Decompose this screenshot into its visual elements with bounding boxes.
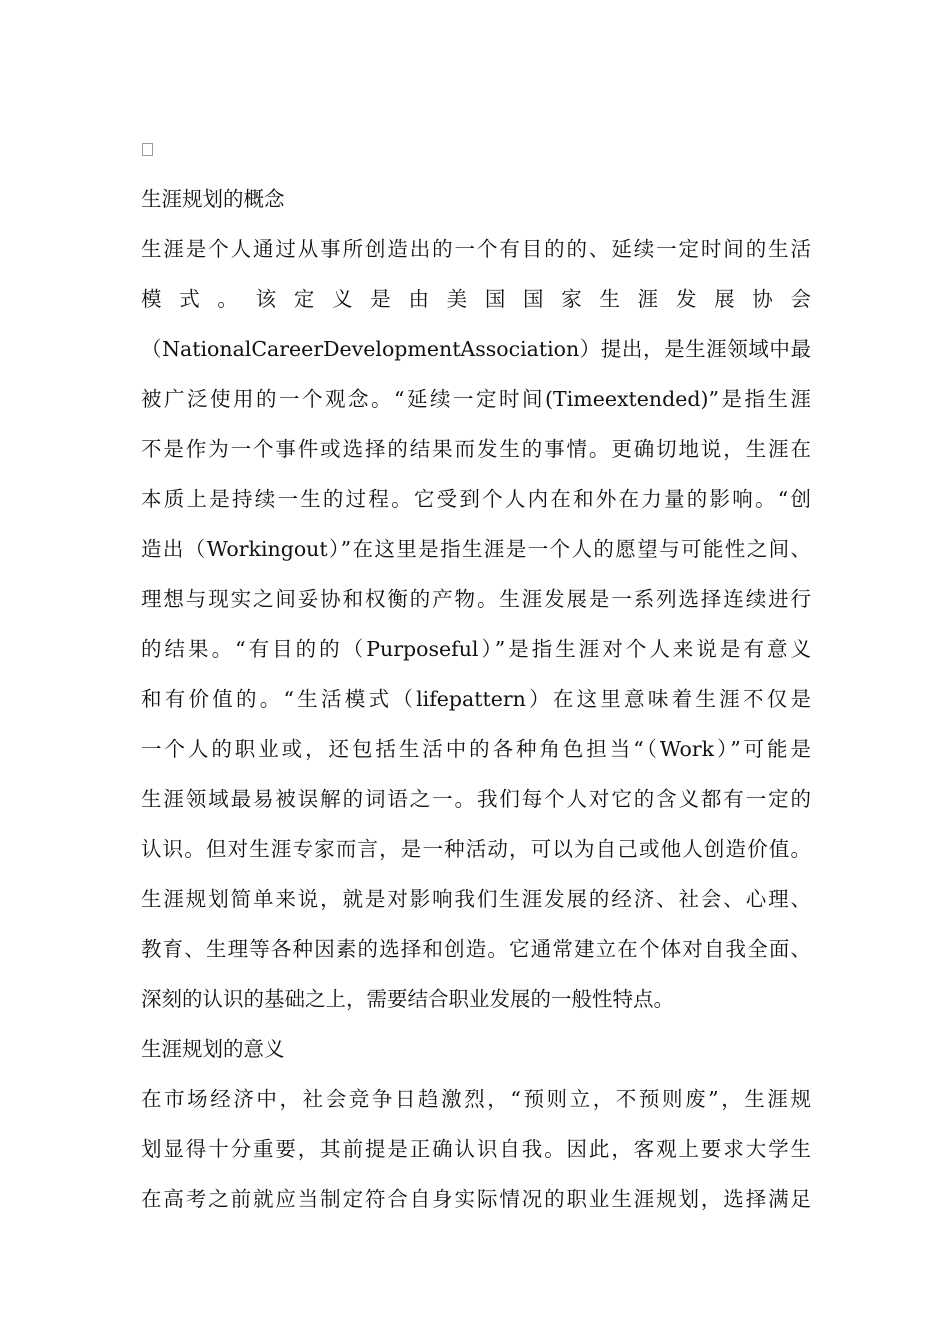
- paragraph-line: 理想与现实之间妥协和权衡的产物。生涯发展是一系列选择连续进行: [141, 587, 811, 611]
- section-heading-significance: 生涯规划的意义: [141, 1037, 285, 1061]
- paragraph-line: 和有价值的。“生活模式（lifepattern）在这里意味着生涯不仅是: [141, 687, 811, 711]
- paragraph-line: 生涯是个人通过从事所创造出的一个有目的的、延续一定时间的生活: [141, 237, 811, 261]
- paragraph-line: 一个人的职业或，还包括生活中的各种角色担当“（Work）”可能是: [141, 737, 811, 761]
- paragraph-line: 生涯领域最易被误解的词语之一。我们每个人对它的含义都有一定的: [141, 787, 811, 811]
- paragraph-line: 在高考之前就应当制定符合自身实际情况的职业生涯规划，选择满足: [141, 1187, 811, 1211]
- paragraph-line: 认识。但对生涯专家而言，是一种活动，可以为自己或他人创造价值。: [141, 837, 811, 861]
- paragraph-line: 划显得十分重要，其前提是正确认识自我。因此，客观上要求大学生: [141, 1137, 811, 1161]
- paragraph-line: 本质上是持续一生的过程。它受到个人内在和外在力量的影响。“创: [141, 487, 811, 511]
- missing-glyph-box-icon: [142, 143, 153, 156]
- document-body: [141, 174, 811, 1224]
- paragraph-line: 不是作为一个事件或选择的结果而发生的事情。更确切地说，生涯在: [141, 437, 811, 461]
- paragraph-line: 造出（Workingout）”在这里是指生涯是一个人的愿望与可能性之间、: [141, 537, 811, 561]
- paragraph-line: 在市场经济中，社会竞争日趋激烈，“预则立，不预则废”，生涯规: [141, 1087, 811, 1111]
- paragraph-line: 生涯规划简单来说，就是对影响我们生涯发展的经济、社会、心理、: [141, 887, 811, 911]
- paragraph-line: 教育、生理等各种因素的选择和创造。它通常建立在个体对自我全面、: [141, 937, 811, 961]
- paragraph-line-last: 深刻的认识的基础之上，需要结合职业发展的一般性特点。: [141, 987, 674, 1011]
- paragraph-line: （NationalCareerDevelopmentAssociation）提出，是生涯领域中最: [141, 337, 811, 361]
- section-heading-concept: 生涯规划的概念: [141, 187, 285, 211]
- paragraph-line: 模 式 。 该 定 义 是 由 美 国 国 家 生 涯 发 展 协 会: [141, 287, 811, 311]
- paragraph-line: 被广泛使用的一个观念。“延续一定时间(Timeextended)”是指生涯: [141, 387, 811, 411]
- paragraph-line: 的结果。“有目的的（Purposeful）”是指生涯对个人来说是有意义: [141, 637, 811, 661]
